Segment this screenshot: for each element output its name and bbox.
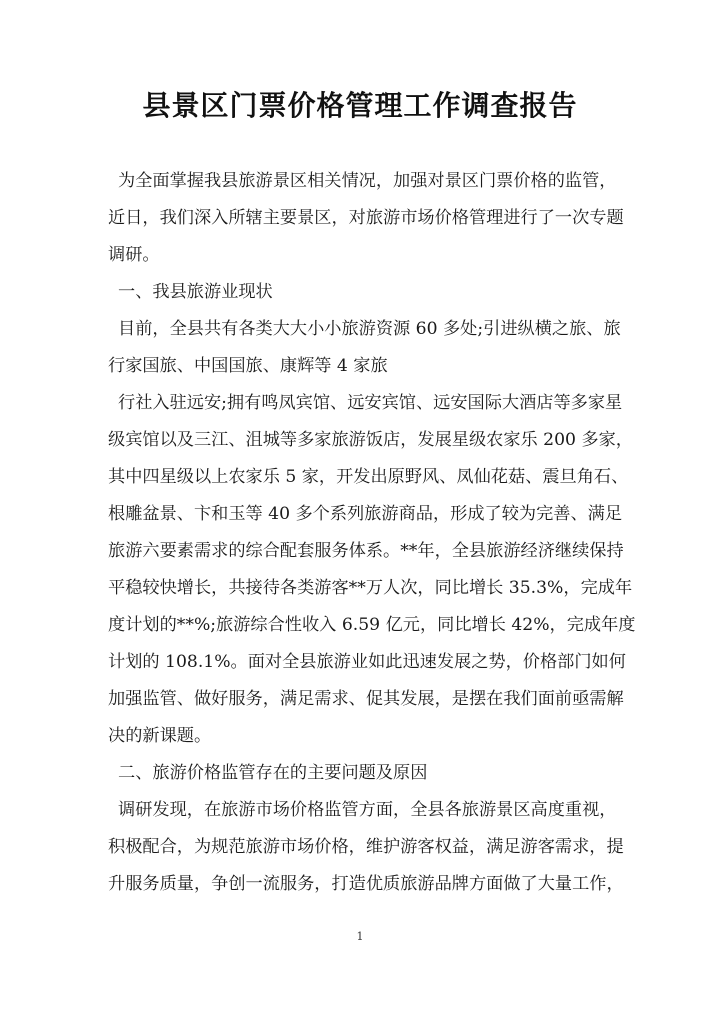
paragraph-status-line-11: 加强监管、做好服务，满足需求、促其发展，是摆在我们面前亟需解 (108, 689, 624, 709)
document-title: 县景区门票价格管理工作调查报告 (142, 89, 578, 122)
paragraph-status-line-9: 度计划的**%;旅游综合性收入 6.59 亿元，同比增长 42%，完成年度 (108, 615, 636, 635)
paragraph-findings-line-1: 调研发现，在旅游市场价格监管方面，全县各旅游景区高度重视， (118, 800, 617, 820)
paragraph-findings-line-2: 积极配合，为规范旅游市场价格，维护游客权益，满足游客需求，提 (108, 837, 624, 857)
paragraph-status-line-6: 根雕盆景、卞和玉等 40 多个系列旅游商品，形成了较为完善、满足 (108, 504, 623, 524)
paragraph-status-line-12: 决的新课题。 (108, 726, 212, 746)
paragraph-status-line-2: 行家国旅、中国国旅、康辉等 4 家旅 (108, 356, 388, 376)
paragraph-status-line-5: 其中四星级以上农家乐 5 家，开发出原野风、凤仙花菇、震旦角石、 (108, 467, 629, 487)
section-heading-1: 一、我县旅游业现状 (118, 282, 273, 302)
section-heading-2: 二、旅游价格监管存在的主要问题及原因 (118, 763, 428, 783)
paragraph-intro-line-2: 近日，我们深入所辖主要景区，对旅游市场价格管理进行了一次专题 (108, 208, 624, 228)
paragraph-findings-line-3: 升服务质量，争创一流服务，打造优质旅游品牌方面做了大量工作， (108, 874, 624, 894)
document-body (108, 163, 636, 903)
paragraph-status-line-1: 目前，全县共有各类大大小小旅游资源 60 多处;引进纵横之旅、旅 (118, 319, 621, 339)
paragraph-intro-line-3: 调研。 (108, 245, 160, 265)
paragraph-status-line-8: 平稳较快增长，共接待各类游客**万人次，同比增长 35.3%，完成年 (108, 578, 633, 598)
paragraph-intro-line-1: 为全面掌握我县旅游景区相关情况，加强对景区门票价格的监管， (118, 171, 617, 191)
paragraph-status-line-10: 计划的 108.1%。面对全县旅游业如此迅速发展之势，价格部门如何 (108, 652, 626, 672)
paragraph-status-line-7: 旅游六要素需求的综合配套服务体系。**年，全县旅游经济继续保持 (108, 541, 624, 561)
page-number: 1 (356, 930, 364, 943)
paragraph-status-line-4: 级宾馆以及三江、沮城等多家旅游饭店，发展星级农家乐 200 多家， (108, 430, 633, 450)
paragraph-status-line-3: 行社入驻远安;拥有鸣凤宾馆、远安宾馆、远安国际大酒店等多家星 (118, 393, 623, 413)
